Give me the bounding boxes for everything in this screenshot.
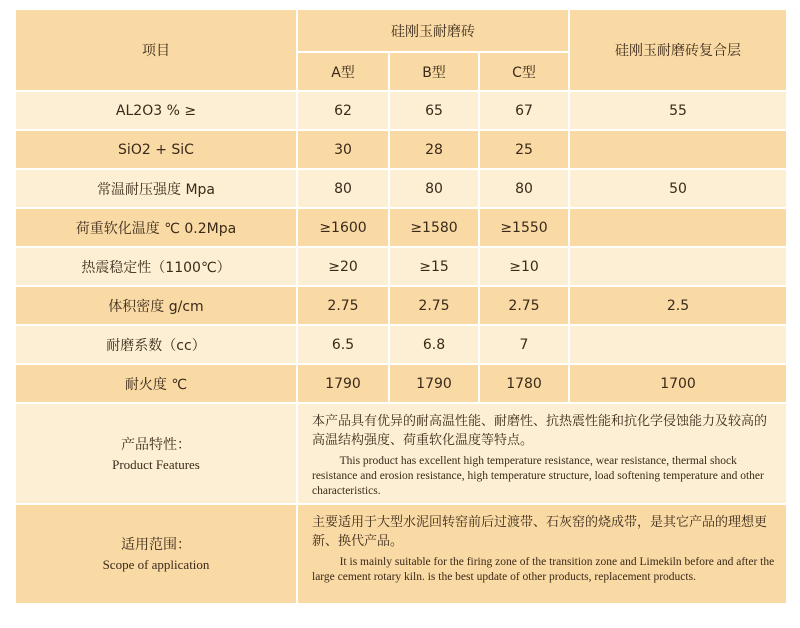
row-value-c: 7: [479, 325, 569, 364]
row-value-composite: [569, 325, 787, 364]
header-type-b: B型: [389, 52, 479, 91]
features-text-cn: 本产品具有优异的耐高温性能、耐磨性、抗热震性能和抗化学侵蚀能力及较高的高温结构强度、荷重软化温度等特点。: [312, 414, 768, 448]
row-value-composite: 2.5: [569, 286, 787, 325]
row-label: AL2O3 % ≥: [15, 91, 297, 130]
table-row: [15, 247, 787, 286]
features-text-en: This product has excellent high temperature resistance, wear resistance, thermal shock resistance and erosion resistance, high temperature structure, load softening temperature and other characteristics.: [312, 455, 764, 497]
row-label: 荷重软化温度 ℃ 0.2Mpa: [15, 208, 297, 247]
table-row: [15, 286, 787, 325]
row-value-b: 80: [389, 169, 479, 208]
row-value-b: ≥15: [389, 247, 479, 286]
row-value-a: 2.75: [297, 286, 389, 325]
row-label: 常温耐压强度 Mpa: [15, 169, 297, 208]
table-row: [15, 130, 787, 169]
features-row: [15, 403, 787, 504]
row-value-c: 67: [479, 91, 569, 130]
row-value-a: 62: [297, 91, 389, 130]
row-value-a: 30: [297, 130, 389, 169]
scope-description: [297, 504, 787, 604]
row-value-b: 6.8: [389, 325, 479, 364]
header-type-a: A型: [297, 52, 389, 91]
header-item: 项目: [15, 9, 297, 91]
table-row: [15, 169, 787, 208]
table-row: [15, 364, 787, 403]
header-group-title: 硅刚玉耐磨砖: [297, 9, 569, 52]
row-value-c: ≥10: [479, 247, 569, 286]
scope-label: [15, 504, 297, 604]
row-label: 体积密度 g/cm: [15, 286, 297, 325]
features-label: [15, 403, 297, 504]
row-value-composite: [569, 130, 787, 169]
features-label-en: Product Features: [112, 456, 200, 472]
row-label: SiO2 + SiC: [15, 130, 297, 169]
row-value-composite: [569, 247, 787, 286]
header-row: [15, 9, 787, 52]
header-composite: 硅刚玉耐磨砖复合层: [569, 9, 787, 91]
row-value-composite: 1700: [569, 364, 787, 403]
row-value-b: ≥1580: [389, 208, 479, 247]
row-value-a: ≥20: [297, 247, 389, 286]
table-row: [15, 325, 787, 364]
features-description: [297, 403, 787, 504]
features-label-cn: 产品特性：: [121, 436, 191, 453]
scope-text-cn: 主要适用于大型水泥回转窑前后过渡带、石灰窑的烧成带，是其它产品的理想更新、换代产品。: [312, 515, 768, 549]
row-value-c: 2.75: [479, 286, 569, 325]
row-value-composite: [569, 208, 787, 247]
row-value-b: 65: [389, 91, 479, 130]
row-value-c: 80: [479, 169, 569, 208]
scope-row: [15, 504, 787, 604]
row-label: 热震稳定性（1100℃）: [15, 247, 297, 286]
row-value-composite: 50: [569, 169, 787, 208]
table-row: [15, 208, 787, 247]
table-row: [15, 91, 787, 130]
header-type-c: C型: [479, 52, 569, 91]
scope-label-cn: 适用范围：: [121, 537, 191, 553]
spec-table: [14, 8, 788, 605]
row-value-composite: 55: [569, 91, 787, 130]
row-value-b: 1790: [389, 364, 479, 403]
row-value-a: 80: [297, 169, 389, 208]
scope-label-en: Scope of application: [102, 557, 210, 572]
row-value-b: 28: [389, 130, 479, 169]
row-value-c: ≥1550: [479, 208, 569, 247]
row-value-c: 25: [479, 130, 569, 169]
row-label: 耐磨系数（cc）: [15, 325, 297, 364]
row-value-a: 1790: [297, 364, 389, 403]
row-value-c: 1780: [479, 364, 569, 403]
row-value-b: 2.75: [389, 286, 479, 325]
row-value-a: ≥1600: [297, 208, 389, 247]
row-label: 耐火度 ℃: [15, 364, 297, 403]
row-value-a: 6.5: [297, 325, 389, 364]
scope-text-en: It is mainly suitable for the firing zone of the transition zone and Limekiln before and after the large cement rotary kiln. is the best update of other products, replacement products.: [312, 556, 775, 583]
